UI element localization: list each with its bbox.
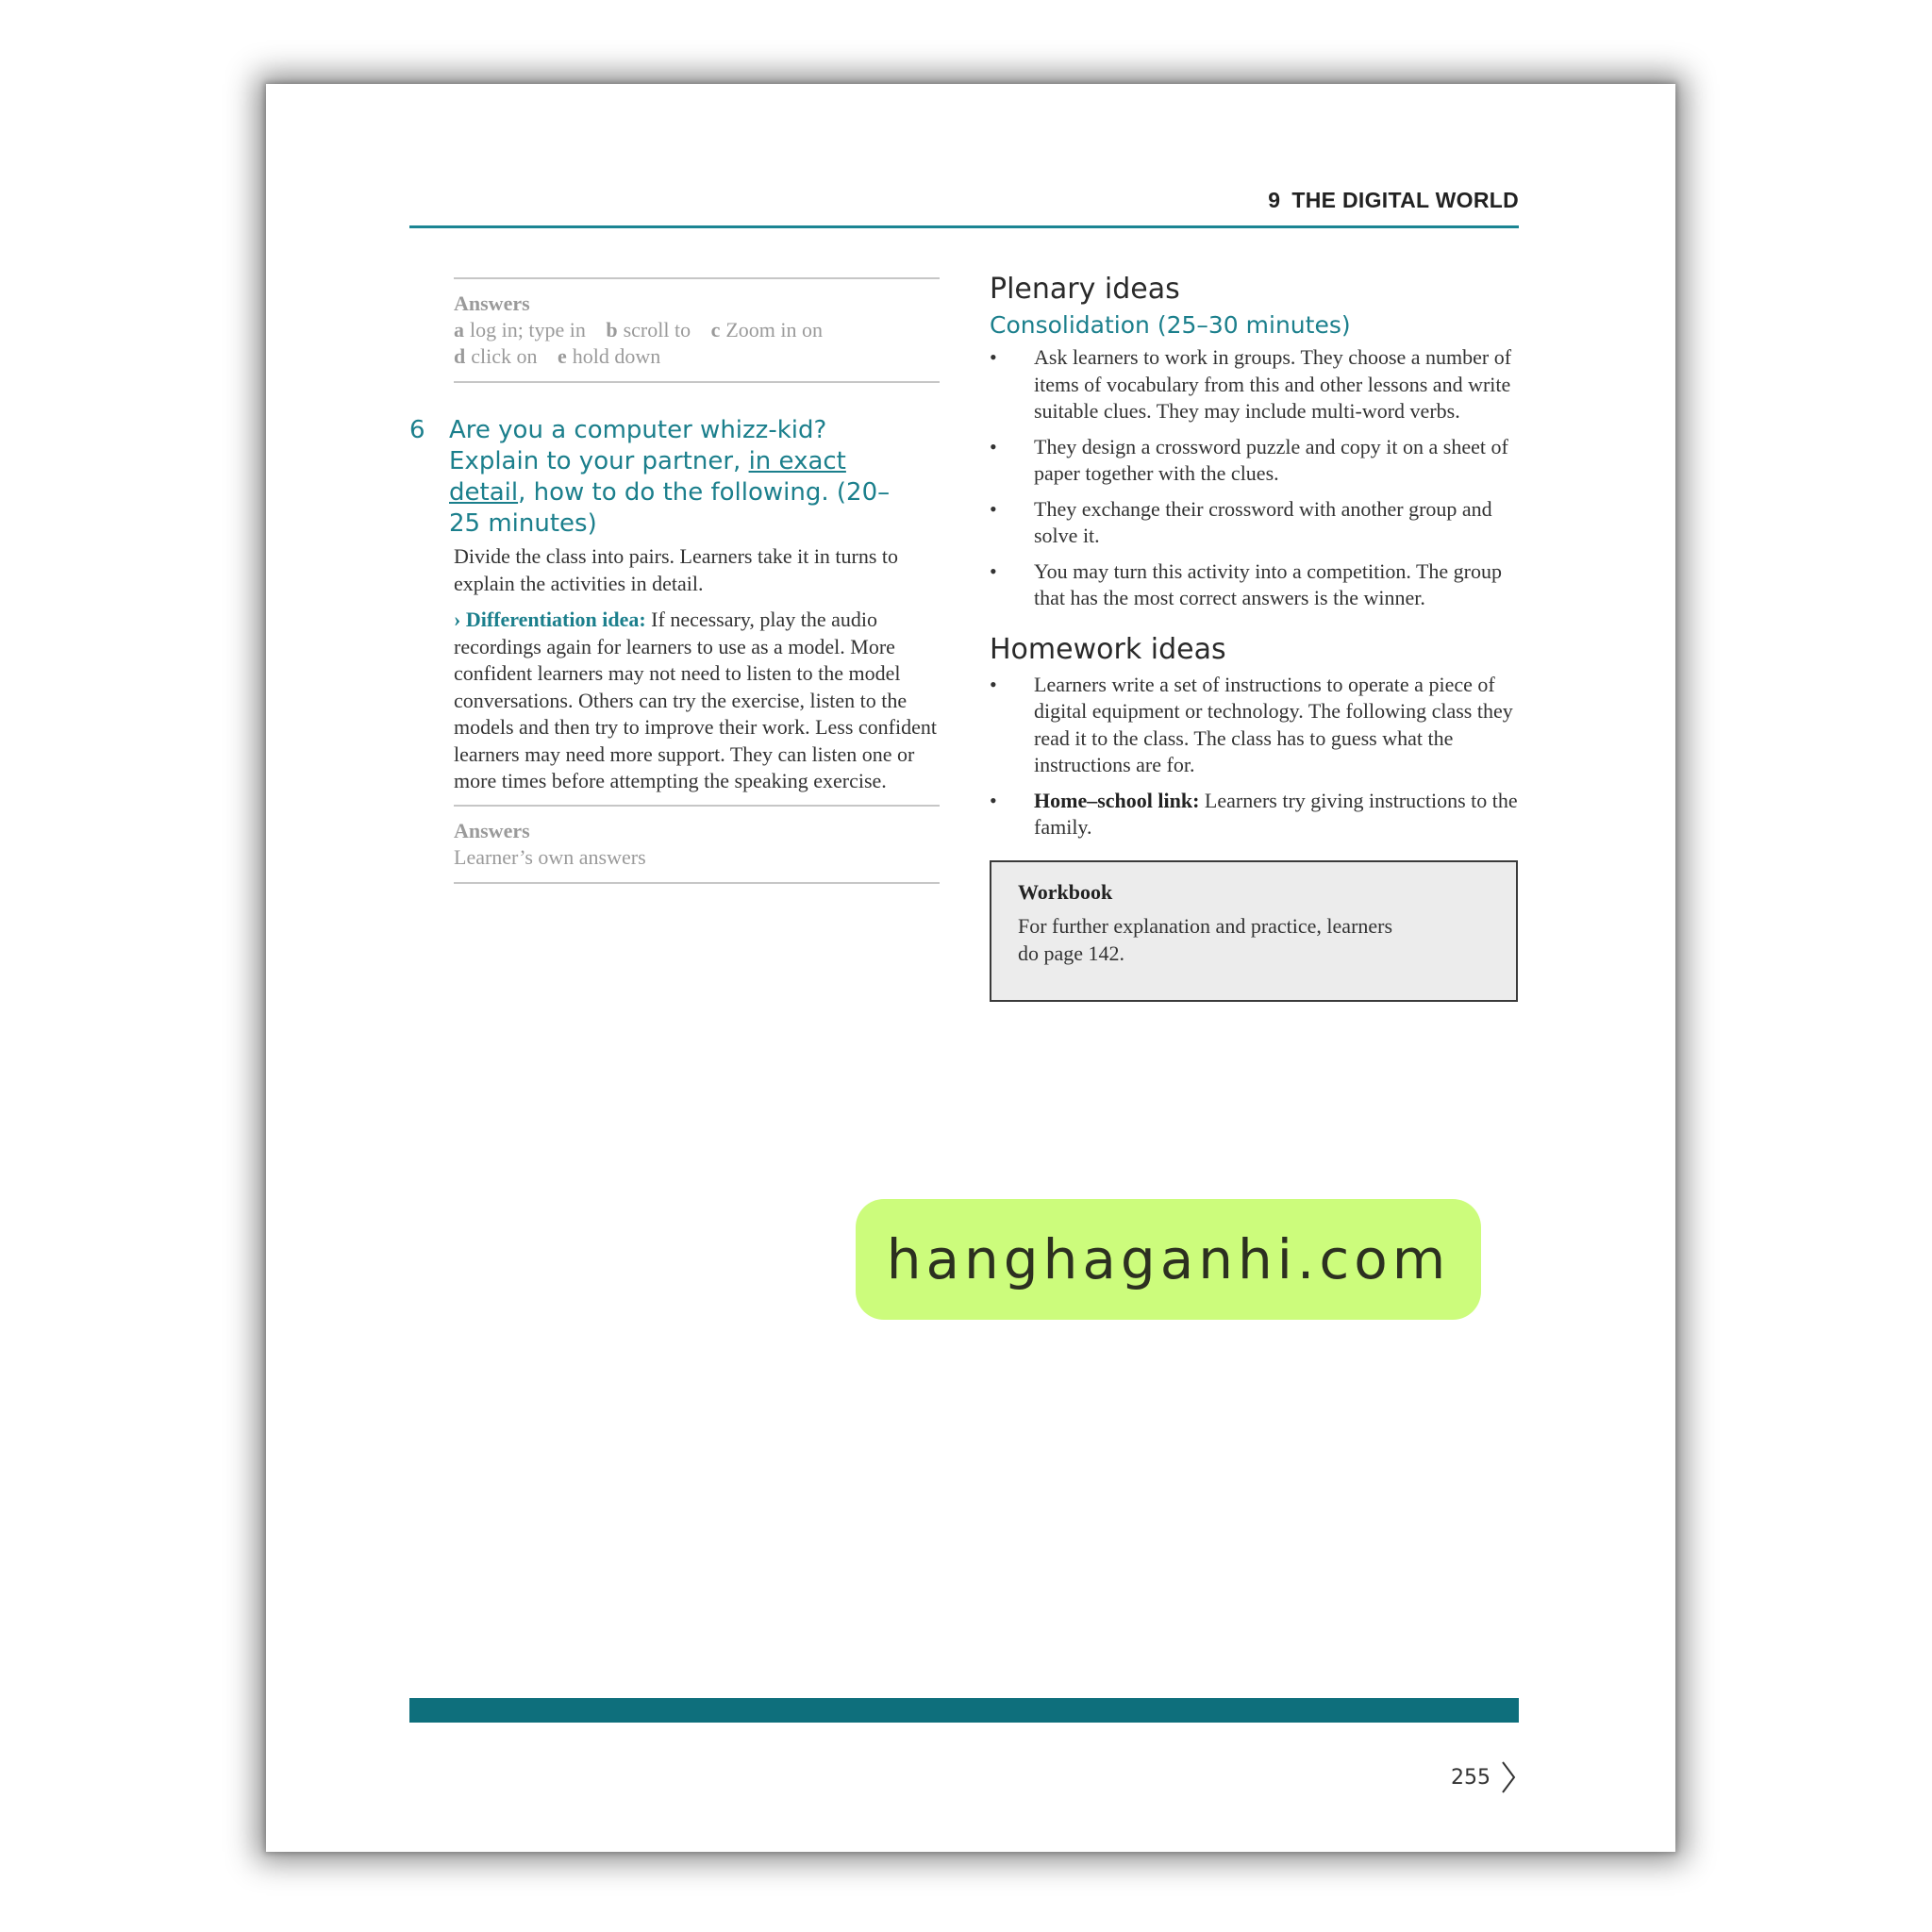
differentiation-text: If necessary, play the audio recordings again for learners to use as a model. More confident learners may not need to listen to the model conversations. Others can try the exercise, listen to the models and then try to improve their work. Less confident learners may need more support. They can listen one or more times before attempting the speaking exercise. [454,608,937,792]
list-item-text: You may turn this activity into a competition. The group that has the most correct answers is the winner. [1034,558,1502,609]
answer-letter: b [606,318,618,341]
workbook-title: Workbook [1018,879,1113,904]
answer-letter: e [558,344,567,368]
answers-line-1 [454,317,940,343]
bullet: • [990,345,997,369]
chapter-title [1268,188,1519,213]
bullet: • [990,434,997,458]
watermark-banner: hanghaganhi.com [856,1199,1481,1320]
page-number: 255 [1451,1765,1491,1790]
list-item-text: Ask learners to work in groups. They choose a number of items of vocabulary from this and other lessons and write suitable clues. They may include multi-word verbs. [1034,345,1512,423]
task-intro: Divide the class into pairs. Learners take it in turns to explain the activities in detail. [454,544,899,595]
list-item-text: They design a crossword puzzle and copy it on a sheet of paper together with the clues. [1034,434,1508,485]
answers-title: Answers [454,291,530,315]
differentiation-paragraph [454,607,944,795]
plenary-heading: Plenary ideas [990,273,1180,306]
answer-text: click on [471,344,538,368]
workbook-box [990,860,1518,1002]
task-text-underlined: in exact detail [449,447,846,507]
workbook-text: For further explanation and practice, learners do page 142. [1018,914,1393,965]
list-item [990,434,1523,488]
list-item [990,788,1523,841]
answers-title: Answers [454,818,530,842]
list-item-text: Learners try giving instructions to the family. [1034,788,1518,839]
task-text-part: Are you a computer whizz-kid? Explain to your partner, [449,416,827,475]
list-item [990,344,1523,425]
list-item-text: Learners write a set of instructions to operate a piece of digital equipment or technology. The following class they read it to the class. The class has to guess what the instructions are for. [1034,672,1513,776]
answer-letter: c [710,318,721,341]
answers-box-1 [454,277,940,383]
list-item [990,672,1523,779]
bullet: • [990,788,997,812]
chapter-number: 9 [1268,188,1281,212]
right-column [990,273,1523,1002]
bullet: • [990,558,997,583]
consolidation-heading: Consolidation (25–30 minutes) [990,311,1351,339]
bullet: • [990,496,997,521]
answer-letter: a [454,318,464,341]
chapter-name: THE DIGITAL WORLD [1291,188,1519,212]
answer-text: Zoom in on [725,318,824,341]
task-body [454,543,944,795]
answers-line-2 [454,343,940,370]
page-header [409,188,1519,228]
page-number-nav[interactable] [1451,1759,1517,1795]
document-page [266,84,1675,1852]
answers-box-2 [454,805,940,884]
left-column [409,277,937,884]
chevron-right-icon[interactable] [1500,1759,1517,1795]
list-item [990,496,1523,550]
plenary-list [990,344,1523,612]
task-text-part: , how to do the following. (20–25 minutes) [449,478,891,538]
home-school-link-label: Home–school link: [1034,788,1200,812]
differentiation-label: › Differentiation idea: [454,608,646,631]
homework-list [990,672,1523,841]
bullet: • [990,672,997,696]
answers-text: Learner’s own answers [454,844,646,869]
answer-letter: d [454,344,466,368]
footer-bar [409,1698,1519,1723]
list-item [990,558,1523,612]
answer-text: hold down [572,344,661,368]
list-item-text: They exchange their crossword with another group and solve it. [1034,496,1492,547]
task-6-heading [409,415,924,540]
task-text [449,415,921,540]
answer-text: scroll to [623,318,691,341]
task-number: 6 [409,416,425,444]
homework-heading: Homework ideas [990,632,1226,666]
answer-text: log in; type in [470,318,586,341]
